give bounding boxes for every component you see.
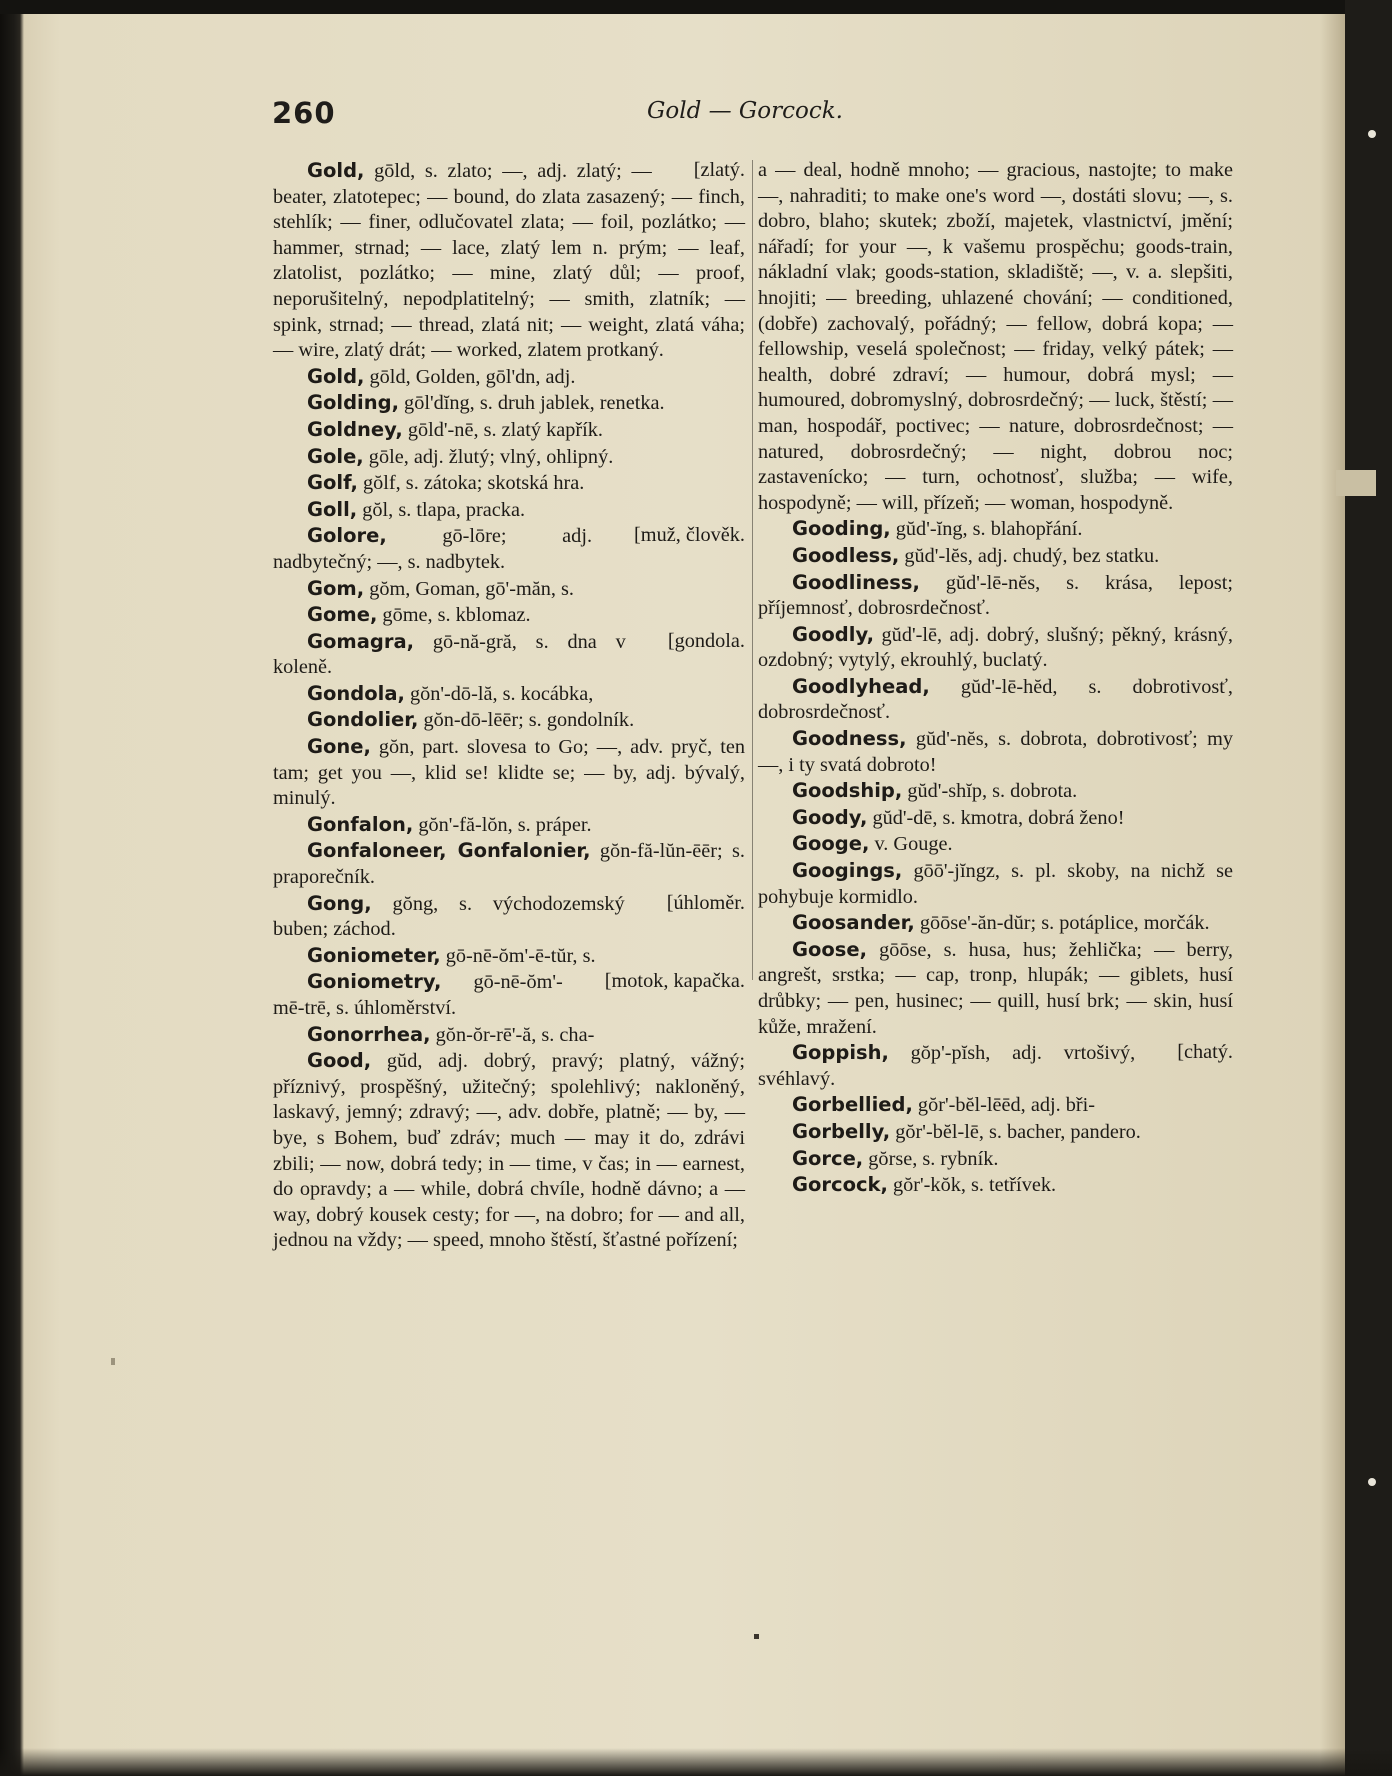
entry-headword: Googings, xyxy=(792,859,903,883)
entry-definition: gŭd'-ĭng, s. blahopřání. xyxy=(890,518,1083,541)
catchword: [muž, člověk. xyxy=(634,524,745,547)
entry-headword: Gondolier, xyxy=(307,708,419,732)
dictionary-entry xyxy=(273,576,745,603)
entry-headword: Gong, xyxy=(307,891,372,915)
entry-headword: Gold, xyxy=(307,159,365,182)
entry-definition: gŭd'-lĕs, adj. chudý, bez statku. xyxy=(899,544,1160,567)
entry-definition: gōō'-jĭngz, s. pl. skoby, na nichž se pohybuje kormidlo. xyxy=(758,860,1233,908)
book-spine-edge xyxy=(1345,0,1392,1776)
entry-definition: gŏr'-kŏk, s. tetřívek. xyxy=(887,1174,1057,1197)
entry-definition: gŭd'-shĭp, s. dobrota. xyxy=(902,780,1078,803)
running-head: Gold — Gorcock. xyxy=(647,98,843,124)
dictionary-entry xyxy=(758,158,1233,516)
entry-definition: gŭd'-dē, s. kmotra, dobrá ženo! xyxy=(867,806,1125,829)
dictionary-entry xyxy=(758,910,1233,937)
dictionary-entry xyxy=(758,1146,1233,1173)
dictionary-entry xyxy=(758,516,1233,543)
dictionary-entry xyxy=(758,622,1233,674)
entry-definition: gōld, Golden, gōl'dn, adj. xyxy=(364,365,576,388)
entry-headword: Gorbelly, xyxy=(792,1119,891,1143)
entry-definition: gŏp'-pĭsh, adj. vrtošivý, svéhlavý. xyxy=(758,1042,1136,1090)
spine-dot xyxy=(1368,1478,1376,1486)
catchword: [chatý. xyxy=(1177,1041,1233,1064)
entry-definition: gŏl, s. tlapa, pracka. xyxy=(357,498,526,521)
entry-headword: Gondola, xyxy=(307,681,405,705)
entry-headword: Gorcock, xyxy=(792,1173,888,1197)
entry-headword: Gom, xyxy=(307,576,365,600)
catchword: [úhloměr. xyxy=(666,891,745,914)
margin-mark xyxy=(111,1358,115,1365)
entry-definition: gŏn-ŏr-rē'-ă, s. cha- xyxy=(430,1023,595,1046)
entry-definition: gŭd, adj. dobrý, pravý; platný, vážný; příznivý, prospěšný, užitečný; spolehlivý; nakloněný, laskavý, jemný; zdravý; —, adv. dobře, platně; — by, — bye, s Bohem, buď zdráv; much — may it do, zdrávi zbili; — now, dobrá tedy; in — time, v čas; in — earnest, do opravdy; a — while, dobrá chvíle, hodně dávno; a — way, dobrý kousek cesty; for —, na dobro; for — and all, jednou na vždy; — speed, mnoho štěstí, šťastné pořízení; xyxy=(273,1050,745,1252)
dictionary-entry xyxy=(758,1119,1233,1146)
entry-definition: gōme, s. kblomaz. xyxy=(377,604,531,627)
entry-headword: Goniometry, xyxy=(307,970,442,994)
page-fold-tab xyxy=(1336,470,1376,496)
scan-bottom-edge xyxy=(0,1748,1392,1776)
catchword: [gondola. xyxy=(667,629,745,652)
entry-headword: Golding, xyxy=(307,391,399,415)
dictionary-entry xyxy=(273,1048,745,1254)
column-divider xyxy=(752,160,753,980)
entry-headword: Googe, xyxy=(792,832,870,856)
dictionary-entry xyxy=(273,444,745,471)
entry-headword: Goosander, xyxy=(792,911,915,935)
entry-headword: Gole, xyxy=(307,444,364,468)
entry-definition: a — deal, hodně mnoho; — gracious, nastojte; to make —, nahraditi; to make one's word —, dostáti slovu; —, s. dobro, blaho; skutek; zboží, majetek, vlastnictví, jmění; nářadí; for your —, k vašemu prospěchu; goods-train, nákladní vlak; goods-station, skladiště; —, v. a. slepšiti, hnojiti; — breeding, uhlazené chování; — conditioned, (dobře) zachovalý, pořádný; — fellow, dobrá kopa; — fellowship, veselá společnost; — friday, velký pátek; — health, dobré zdraví; — humour, dobrá mysl; — humoured, dobromyslný, dobrosrdečný; — luck, štěstí; — man, hospodář, poctivec; — nature, dobrosrdečnost; — natured, dobrosrdečný; — night, dobrou noc; zastavenícko; — turn, ochotnosť, služba; — wife, hospodyně; — will, přízeň; — woman, hospodyně. xyxy=(758,159,1233,514)
dictionary-entry xyxy=(273,707,745,734)
entry-definition: gōōse, s. husa, hus; žehlička; — berry, angrešt, srstka; — cap, tronp, hlupák; — giblets, husí drůbky; — pen, husinec; — quill, husí brk; — skin, husí kůže, mražení. xyxy=(758,938,1233,1038)
entry-definition: gŏng, s. východozemský buben; záchod. xyxy=(273,892,625,941)
entry-headword: Goldney, xyxy=(307,417,403,441)
entry-headword: Goppish, xyxy=(792,1041,889,1065)
entry-headword: Goll, xyxy=(307,497,358,521)
spine-dot xyxy=(1368,130,1376,138)
entry-definition: v. Gouge. xyxy=(869,833,953,856)
dictionary-entry xyxy=(273,943,745,970)
entry-headword: Golf, xyxy=(307,471,358,495)
page-header xyxy=(272,96,1292,134)
entry-headword: Good, xyxy=(307,1049,372,1073)
dictionary-entry xyxy=(273,602,745,629)
dictionary-entry xyxy=(273,734,745,812)
dictionary-entry xyxy=(273,417,745,444)
entry-headword: Gome, xyxy=(307,603,378,627)
entry-definition: gŏn'-dō-lă, s. kocábka, xyxy=(404,682,594,705)
dictionary-entry xyxy=(758,831,1233,858)
entry-definition: gōld, s. zlato; —, adj. zlatý; — beater, zlatotepec; — bound, do zlata zasazený; — finch, stehlík; — finer, odlučovatel zlata; — foil, pozlátko; — hammer, strnad; — lace, zlatý lem n. prým; — leaf, zlatolist, pozlátko; — mine, zlatý důl; — proof, neporušitelný, nepodplatitelný; — smith, zlatník; — spink, strnad; — thread, zlatá nit; — weight, zlatá váha; — wire, zlatý drát; — worked, zlatem protkaný. xyxy=(273,160,745,362)
entry-headword: Gone, xyxy=(307,735,371,759)
entry-definition: gŏr'-bĕl-lē, s. bacher, pandero. xyxy=(890,1120,1141,1143)
dictionary-entry xyxy=(758,1092,1233,1119)
entry-headword: Golore, xyxy=(307,524,387,548)
entry-definition: gŏn'-fă-lŏn, s. práper. xyxy=(413,813,592,836)
page-number: 260 xyxy=(272,96,336,130)
print-mark xyxy=(754,1634,759,1639)
dictionary-entry xyxy=(758,674,1233,726)
dictionary-entry xyxy=(273,838,745,890)
entry-headword: Goodship, xyxy=(792,779,903,803)
catchword: [motok, kapačka. xyxy=(604,970,745,993)
entry-headword: Goose, xyxy=(792,937,868,961)
entry-definition: gōōse'-ăn-dŭr; s. potáplice, morčák. xyxy=(914,912,1210,935)
entry-headword: Gold, xyxy=(307,364,365,388)
entry-definition: gō-nē-ŏm'-ē-tŭr, s. xyxy=(440,944,596,967)
dictionary-entry xyxy=(273,523,745,575)
entry-definition: gŭd'-lē-hĕd, s. dobrotivosť, dobrosrdečnosť. xyxy=(758,675,1233,724)
dictionary-entry xyxy=(758,543,1233,570)
dictionary-entry xyxy=(758,805,1233,832)
entry-definition: gŏr'-bĕl-lēēd, adj. bři- xyxy=(912,1094,1096,1117)
entry-definition: gŏn-fă-lŭn-ēēr; s. praporečník. xyxy=(273,840,745,889)
entry-definition: gō-nē-ŏm'-mē-trē, s. úhloměrství. xyxy=(273,971,563,1019)
dictionary-entry xyxy=(273,891,745,943)
dictionary-entry xyxy=(758,778,1233,805)
entry-definition: gŏm, Goman, gō'-măn, s. xyxy=(364,577,574,600)
dictionary-entry xyxy=(758,726,1233,778)
entry-headword: Goodlyhead, xyxy=(792,674,930,698)
entry-definition: gŭd'-nĕs, s. dobrota, dobrotivosť; my —, i ty svatá dobroto! xyxy=(758,728,1233,776)
dictionary-entry xyxy=(273,470,745,497)
entry-definition: gŏn-dō-lēēr; s. gondolník. xyxy=(418,709,635,732)
entry-headword: Gonfaloneer, Gonfalonier, xyxy=(307,839,591,863)
entry-headword: Goody, xyxy=(792,805,868,829)
entry-definition: gŏn, part. slovesa to Go; —, adv. pryč, ten tam; get you —, klid se! klidte se; — by, adj. bývalý, minulý. xyxy=(273,736,745,810)
entry-headword: Goodliness, xyxy=(792,570,920,594)
entry-definition: gō-nă-gră, s. dna v koleně. xyxy=(273,630,626,679)
entry-definition: gōl'dĭng, s. druh jablek, renetka. xyxy=(398,392,665,415)
dictionary-entry xyxy=(758,1172,1233,1199)
entry-headword: Gomagra, xyxy=(307,629,415,653)
dictionary-entry xyxy=(758,570,1233,622)
left-column xyxy=(273,158,745,1254)
right-column xyxy=(758,158,1233,1199)
entry-headword: Goodly, xyxy=(792,622,875,646)
dictionary-entry xyxy=(273,629,745,681)
entry-headword: Gorbellied, xyxy=(792,1093,913,1117)
dictionary-entry xyxy=(273,390,745,417)
entry-headword: Gooding, xyxy=(792,517,891,541)
catchword: [zlatý. xyxy=(693,159,745,181)
dictionary-entry xyxy=(273,497,745,524)
entry-headword: Gorce, xyxy=(792,1146,864,1170)
entry-headword: Gonfalon, xyxy=(307,812,414,836)
dictionary-entry xyxy=(273,1022,745,1049)
entry-definition: gŭd'-lē, adj. dobrý, slušný; pěkný, krásný, ozdobný; vytylý, ekrouhlý, buclatý. xyxy=(758,623,1233,672)
dictionary-entry xyxy=(273,812,745,839)
entry-definition: gŏlf, s. zátoka; skotská hra. xyxy=(357,472,585,495)
dictionary-entry xyxy=(273,364,745,391)
entry-definition: gŭd'-lē-nĕs, s. krása, lepost; příjemnosť, dobrosrdečnosť. xyxy=(758,571,1233,620)
entry-headword: Goodness, xyxy=(792,727,907,751)
dictionary-entry xyxy=(273,681,745,708)
entry-definition: gōle, adj. žlutý; vlný, ohlipný. xyxy=(363,445,614,468)
dictionary-entry xyxy=(758,937,1233,1040)
entry-definition: gō-lōre; adj. nadbytečný; —, s. nadbytek. xyxy=(273,525,593,573)
dictionary-entry xyxy=(758,858,1233,910)
entry-definition: gŏrse, s. rybník. xyxy=(863,1147,999,1170)
dictionary-entry xyxy=(273,158,745,364)
dictionary-entry xyxy=(273,969,745,1021)
dictionary-entry xyxy=(758,1040,1233,1092)
entry-headword: Goniometer, xyxy=(307,943,441,967)
entry-headword: Goodless, xyxy=(792,543,900,567)
entry-definition: gōld'-nē, s. zlatý kapřík. xyxy=(402,418,603,441)
entry-headword: Gonorrhea, xyxy=(307,1022,431,1046)
scan-top-edge xyxy=(0,0,1392,14)
